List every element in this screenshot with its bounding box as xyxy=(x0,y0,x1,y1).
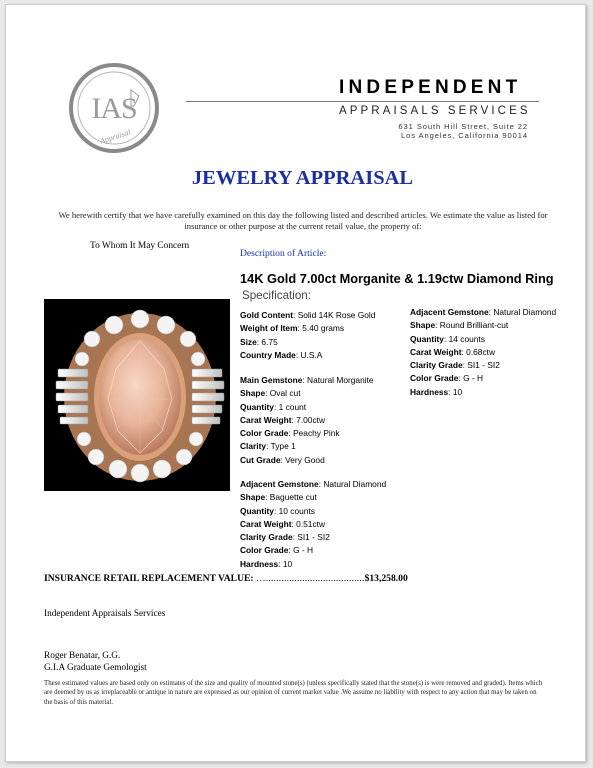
spec-label: Quantity xyxy=(240,505,274,516)
spec-label: Hardness xyxy=(410,386,449,397)
spec-label: Gold Content xyxy=(240,310,294,320)
spec-label: Quantity xyxy=(410,333,444,344)
spec-label: Weight of Item xyxy=(240,323,298,334)
spec-value: SI1 - SI2 xyxy=(467,360,500,371)
company-name: Independent Appraisals Services xyxy=(44,609,166,619)
spec-label: Shape xyxy=(410,320,436,331)
appraisal-document xyxy=(5,4,586,762)
specs-adjacent-round xyxy=(410,306,556,399)
signatory-name: Roger Benatar, G.G. xyxy=(44,651,121,661)
spec-label: Quantity xyxy=(240,401,274,412)
certification-text: We herewith certify that we have carefully examined on this day the following listed and described articles. We estimate the value as listed for insurance or other purpose at the current retail value, the property of: xyxy=(58,210,548,231)
spec-value: 10 xyxy=(282,558,293,569)
leader-dots: …...................................... xyxy=(256,573,365,584)
recipient: To Whom It May Concern xyxy=(90,241,190,251)
spec-row: Weight of Item: 5.40 grams xyxy=(240,323,345,334)
spec-row: Quantity: 1 count xyxy=(240,401,307,412)
spec-row: Carat Weight: 7.00ctw xyxy=(240,414,326,425)
specs-main-gemstone xyxy=(240,374,374,467)
spec-label: Adjacent Gemstone xyxy=(240,479,319,489)
address-line-1: 631 South Hill Street, Suite 22 xyxy=(398,122,528,131)
signatory-title: G.I.A Graduate Gemologist xyxy=(44,663,147,673)
svg-text:IAS: IAS xyxy=(91,92,137,125)
item-title: 14K Gold 7.00ct Morganite & 1.19ctw Diamond Ring xyxy=(240,271,554,286)
spec-value: SI1 - SI2 xyxy=(297,532,330,543)
spec-label: Adjacent Gemstone xyxy=(410,307,489,317)
page-title: JEWELRY APPRAISAL xyxy=(191,167,414,189)
spec-value: 6.75 xyxy=(261,336,278,347)
spec-row: Color Grade: G - H xyxy=(240,545,314,556)
spec-value: Round Brilliant-cut xyxy=(439,320,509,331)
spec-row: Gold Content: Solid 14K Rose Gold xyxy=(240,310,376,320)
spec-row: Color Grade: Peachy Pink xyxy=(240,428,340,439)
spec-value: 0.51ctw xyxy=(296,518,326,529)
spec-row: Adjacent Gemstone: Natural Diamond xyxy=(240,479,387,489)
spec-row: Shape: Oval cut xyxy=(240,388,301,399)
spec-row: Clarity: Type 1 xyxy=(240,441,296,452)
spec-value: Peachy Pink xyxy=(293,428,340,439)
spec-row: Country Made: U.S.A xyxy=(240,349,323,360)
spec-label: Shape xyxy=(240,388,266,399)
spec-label: Clarity Grade xyxy=(410,360,463,371)
spec-label: Carat Weight xyxy=(240,414,292,425)
spec-row: Quantity: 14 counts xyxy=(410,333,485,344)
spec-row: Carat Weight: 0.51ctw xyxy=(240,518,326,529)
spec-row: Hardness: 10 xyxy=(410,386,463,397)
spec-label: Country Made xyxy=(240,349,296,360)
spec-value: 5.40 grams xyxy=(302,323,345,334)
spec-row: Quantity: 10 counts xyxy=(240,505,315,516)
specification-label: Specification: xyxy=(242,289,311,302)
spec-row: Clarity Grade: SI1 - SI2 xyxy=(240,532,330,543)
spec-row: Shape: Baguette cut xyxy=(240,492,317,503)
spec-label: Color Grade xyxy=(240,545,289,556)
spec-row: Main Gemstone: Natural Morganite xyxy=(240,375,374,385)
address-line-2: Los Angeles, California 90014 xyxy=(401,131,528,140)
spec-value: 1 count xyxy=(278,401,307,412)
ias-seal-logo xyxy=(68,62,160,154)
spec-label: Color Grade xyxy=(410,373,459,384)
spec-value: G - H xyxy=(463,373,484,384)
spec-value: 14 counts xyxy=(448,333,485,344)
brand-name: INDEPENDENT xyxy=(339,77,522,98)
spec-label: Clarity Grade xyxy=(240,532,293,543)
spec-label: Color Grade xyxy=(240,428,289,439)
spec-value: U.S.A xyxy=(300,349,323,360)
spec-label: Clarity xyxy=(240,441,267,452)
spec-row: Carat Weight: 0.68ctw xyxy=(410,346,496,357)
spec-value: 0.68ctw xyxy=(466,346,496,357)
brand-divider xyxy=(186,101,539,102)
description-label: Description of Article: xyxy=(240,248,327,259)
spec-value: Natural Diamond xyxy=(323,479,387,489)
insurance-label: INSURANCE RETAIL REPLACEMENT VALUE: xyxy=(44,573,254,584)
spec-value: G - H xyxy=(293,545,314,556)
spec-label: Carat Weight xyxy=(410,346,462,357)
spec-label: Hardness xyxy=(240,558,279,569)
spec-value: Natural Morganite xyxy=(307,375,374,385)
spec-label: Size xyxy=(240,336,257,347)
spec-value: Solid 14K Rose Gold xyxy=(297,310,376,320)
spec-value: 7.00ctw xyxy=(296,414,326,425)
insurance-value-line xyxy=(44,573,408,584)
spec-row: Color Grade: G - H xyxy=(410,373,484,384)
spec-row: Shape: Round Brilliant-cut xyxy=(410,320,509,331)
brand-subtitle: APPRAISALS SERVICES xyxy=(339,105,531,117)
spec-label: Shape xyxy=(240,492,266,503)
spec-value: Type 1 xyxy=(270,441,296,452)
spec-value: Oval cut xyxy=(269,388,301,399)
spec-row: Size: 6.75 xyxy=(240,336,278,347)
spec-row: Hardness: 10 xyxy=(240,558,293,569)
ring-photo xyxy=(44,299,230,491)
specs-adjacent-baguette xyxy=(240,478,386,571)
spec-label: Carat Weight xyxy=(240,518,292,529)
spec-value: Very Good xyxy=(285,454,325,465)
spec-label: Cut Grade xyxy=(240,454,281,465)
spec-row: Adjacent Gemstone: Natural Diamond xyxy=(410,307,557,317)
svg-text:Appraisal: Appraisal xyxy=(98,127,132,146)
insurance-value: $13,258.00 xyxy=(364,573,408,584)
disclaimer-text: These estimated values are based only on estimates of the size and quality of mounted stone(s) (unless specifically stated that the stone(s) is were removed and graded). Items which are deemed by us as irreplaceable or antique in nature are expressed as our opinion of current market value .We assume no liability with respect to any action that may be taken on the basis of this material. xyxy=(44,680,543,706)
spec-value: Natural Diamond xyxy=(493,307,557,317)
spec-row: Cut Grade: Very Good xyxy=(240,454,325,465)
specs-general xyxy=(240,309,375,362)
spec-row: Clarity Grade: SI1 - SI2 xyxy=(410,360,500,371)
spec-value: 10 xyxy=(452,386,463,397)
spec-value: 10 counts xyxy=(278,505,315,516)
spec-label: Main Gemstone xyxy=(240,375,303,385)
spec-value: Baguette cut xyxy=(269,492,317,503)
